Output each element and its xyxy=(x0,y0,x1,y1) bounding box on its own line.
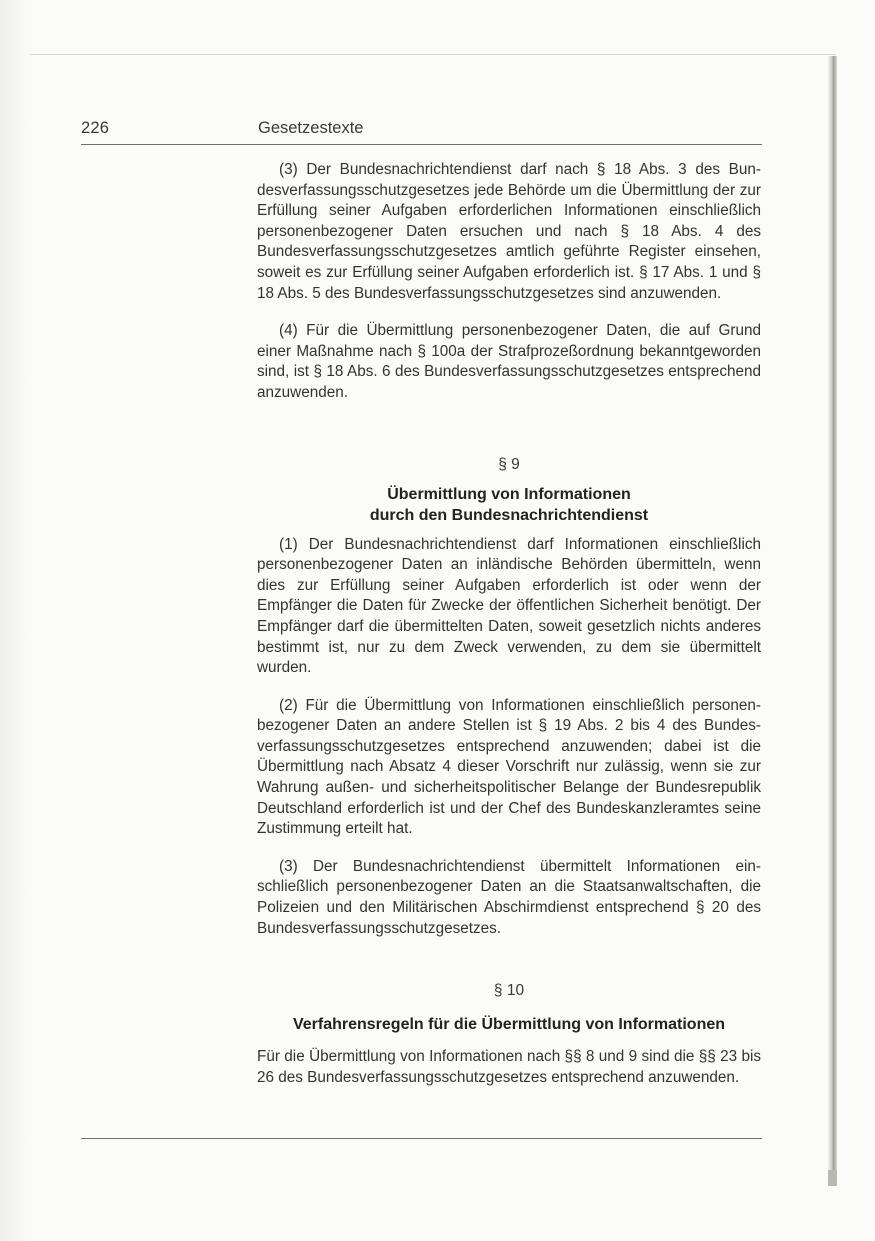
section-spacer xyxy=(257,421,761,456)
section-9-number: § 9 xyxy=(498,455,520,473)
section-9-heading-line-2: durch den Bundesnachrichtendienst xyxy=(369,506,649,524)
scan-top-edge xyxy=(30,54,836,55)
footer-rule xyxy=(81,1138,762,1139)
section-9-heading-line-1: Übermittlung von Informationen xyxy=(387,485,631,503)
section-10-paragraph: Für die Übermittlung von Informationen nach §§ 8 und 9 sind die §§ 23 bis 26 des Bundesverfassungsschutzgesetzes entsprechend anzuwenden. xyxy=(257,1048,761,1086)
scan-right-edge-end xyxy=(828,1170,837,1186)
running-head xyxy=(81,119,762,147)
heading-spacer xyxy=(257,526,761,535)
section-8-paragraph-4: (4) Für die Übermittlung personenbezogener Daten, die auf Grund einer Maßnahme nach § 100a der Strafprozeßordnung bekanntgeworden sind, ist § 18 Abs. 6 des Bundesverfassungsschutzgesetzes entsprechend anzuwenden. xyxy=(257,322,761,401)
section-10-number: § 10 xyxy=(493,982,525,1000)
heading-spacer xyxy=(257,1035,761,1047)
header-rule xyxy=(81,144,762,145)
running-head-title: Gesetzestexte xyxy=(258,119,364,137)
section-8-paragraph-3: (3) Der Bundesnachrichtendienst darf nach § 18 Abs. 3 des Bundesverfassungsschutzgesetzes jede Behörde um die Übermittlung der zur Erfüllung seiner Aufgaben erforderlichen Informationen einschließlich personenbezogener Daten ersuchen und nach § 18 Abs. 4 des Bundesverfassungsschutzgesetzes amtlich geführte Register einsehen, soweit es zur Erfüllung seiner Aufgaben erforderlich ist. § 17 Abs. 1 und § 18 Abs. 5 des Bundesverfassungsschutzgesetzes sind anzuwenden. xyxy=(257,161,761,302)
heading-spacer xyxy=(257,1000,761,1014)
heading-spacer xyxy=(257,474,761,484)
scan-right-edge xyxy=(828,56,837,1186)
section-spacer xyxy=(257,956,761,982)
section-9-paragraph-2: (2) Für die Übermittlung von Informationen einschließlich personenbezogener Daten an andere Stellen ist § 19 Abs. 2 bis 4 des Bundesverfassungsschutzgesetzes entsprechend anzuwenden; dabei ist die Übermittlung nach Absatz 4 dieser Vorschrift nur zulässig, wenn sie zur Wahrung außen- und sicherheitspolitischer Belange der Bundesrepublik Deutschland erforderlich ist und der Chef des Bundeskanzleramtes seine Zustimmung erteilt hat. xyxy=(257,696,761,838)
section-9-paragraph-1: (1) Der Bundesnachrichtendienst darf Informationen einschließlich personenbezogener Daten an inländische Behörden übermitteln, wenn dies zur Erfüllung seiner Aufgaben erforderlich ist oder wenn der Empfänger die Daten für Zwecke der öffentlichen Sicherheit benötigt. Der Empfänger darf die übermittelten Daten, soweit gesetzlich nichts anderes bestimmt ist, nur zu dem Zweck verwenden, zu dem sie übermittelt wurden. xyxy=(257,535,761,677)
section-10-heading: Verfahrensregeln für die Übermittlung von Informationen xyxy=(292,1016,726,1034)
section-9-paragraph-3: (3) Der Bundesnachrichtendienst übermittelt Informationen einschließlich personenbezogener Daten an die Staatsanwaltschaften, die Polizeien und den Militärischen Abschirmdienst entsprechend § 20 des Bundesverfassungsschutzgesetzes. xyxy=(257,857,761,937)
page-number: 226 xyxy=(81,119,110,137)
main-text xyxy=(257,160,761,1105)
